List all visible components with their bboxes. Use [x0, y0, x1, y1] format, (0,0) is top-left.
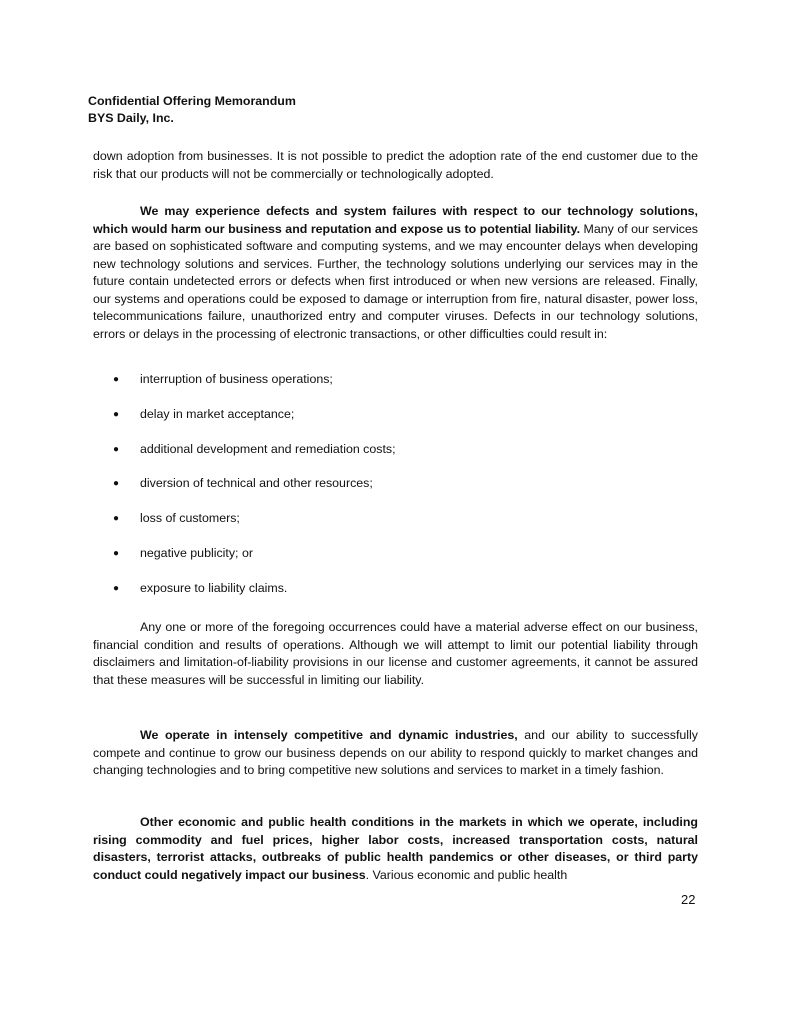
list-item-text: negative publicity; or: [140, 545, 253, 560]
paragraph-text: and our ability to successfully compete and continue to grow our business depends on our ability to respond quickly to market changes and changing technologies and to bring competitive new solutions and services to market in a timely fashion.: [93, 728, 698, 777]
list-item-text: delay in market acceptance;: [140, 406, 295, 421]
bullet-icon: ●: [113, 547, 120, 559]
paragraph-adoption: [93, 148, 698, 183]
list-item-text: interruption of business operations;: [140, 372, 333, 386]
list-item-text: diversion of technical and other resources;: [140, 476, 373, 491]
list-item: [113, 371, 673, 389]
paragraph-heading: We operate in intensely competitive and dynamic industries,: [140, 728, 518, 742]
page-number: 22: [681, 892, 696, 907]
list-item: [113, 441, 673, 459]
paragraph-text: Any one or more of the foregoing occurrences could have a material adverse effect on our business, financial condition and results of operations. Although we will attempt to limit our potential liability through disclaimers and limitation-of-liability provisions in our license and customer agreements, it cannot be assured that these measures will be successful in limiting our liability.: [93, 620, 698, 687]
list-item: [113, 406, 673, 424]
list-item: [113, 475, 673, 493]
bullet-icon: ●: [113, 374, 120, 385]
paragraph-economic-conditions: [93, 814, 698, 884]
bullet-icon: ●: [113, 513, 120, 525]
paragraph-defects: [93, 203, 698, 343]
list-item: [113, 510, 673, 528]
paragraph-heading: Other economic and public health conditions in the markets in which we operate, including rising commodity and fuel prices, higher labor costs, increased transportation costs, natural disasters, terrorist attacks, outbreaks of public health pandemics or other diseases, or third party conduct could negatively impact our business: [93, 815, 698, 882]
paragraph-adverse-effect: [93, 619, 698, 689]
paragraph-competition: [93, 727, 698, 780]
list-item-text: additional development and remediation costs;: [140, 441, 396, 456]
list-item: [113, 580, 673, 598]
bullet-icon: ●: [113, 443, 120, 455]
list-item-text: loss of customers;: [140, 511, 240, 526]
document-header: [88, 93, 296, 127]
paragraph-heading: We may experience defects and system failures with respect to our technology solutions, which would harm our business and reputation and expose us to potential liability.: [93, 204, 698, 236]
list-item-text: exposure to liability claims.: [140, 580, 288, 595]
bullet-icon: ●: [113, 478, 120, 490]
bullet-icon: ●: [113, 408, 120, 420]
bullet-icon: ●: [113, 582, 120, 594]
header-title: Confidential Offering Memorandum: [88, 94, 296, 108]
paragraph-text: down adoption from businesses. It is not possible to predict the adoption rate of the end customer due to the risk that our products will not be commercially or technologically adopted.: [93, 149, 698, 181]
paragraph-text: Many of our services are based on sophisticated software and computing systems, and we may encounter delays when developing new technology solutions and services. Further, the technology solutions underlying our services may in the future contain undetected errors or defects when first introduced or when new versions are released. Finally, our systems and operations could be exposed to damage or interruption from fire, natural disaster, power loss, telecommunications failure, unauthorized entry and computer viruses. Defects in our technology solutions, errors or delays in the processing of electronic transactions, or other difficulties could result in:: [93, 221, 698, 341]
paragraph-text: . Various economic and public health: [365, 867, 568, 882]
list-item: [113, 545, 673, 563]
defect-consequences-list: [113, 371, 673, 615]
header-company: BYS Daily, Inc.: [88, 111, 174, 125]
